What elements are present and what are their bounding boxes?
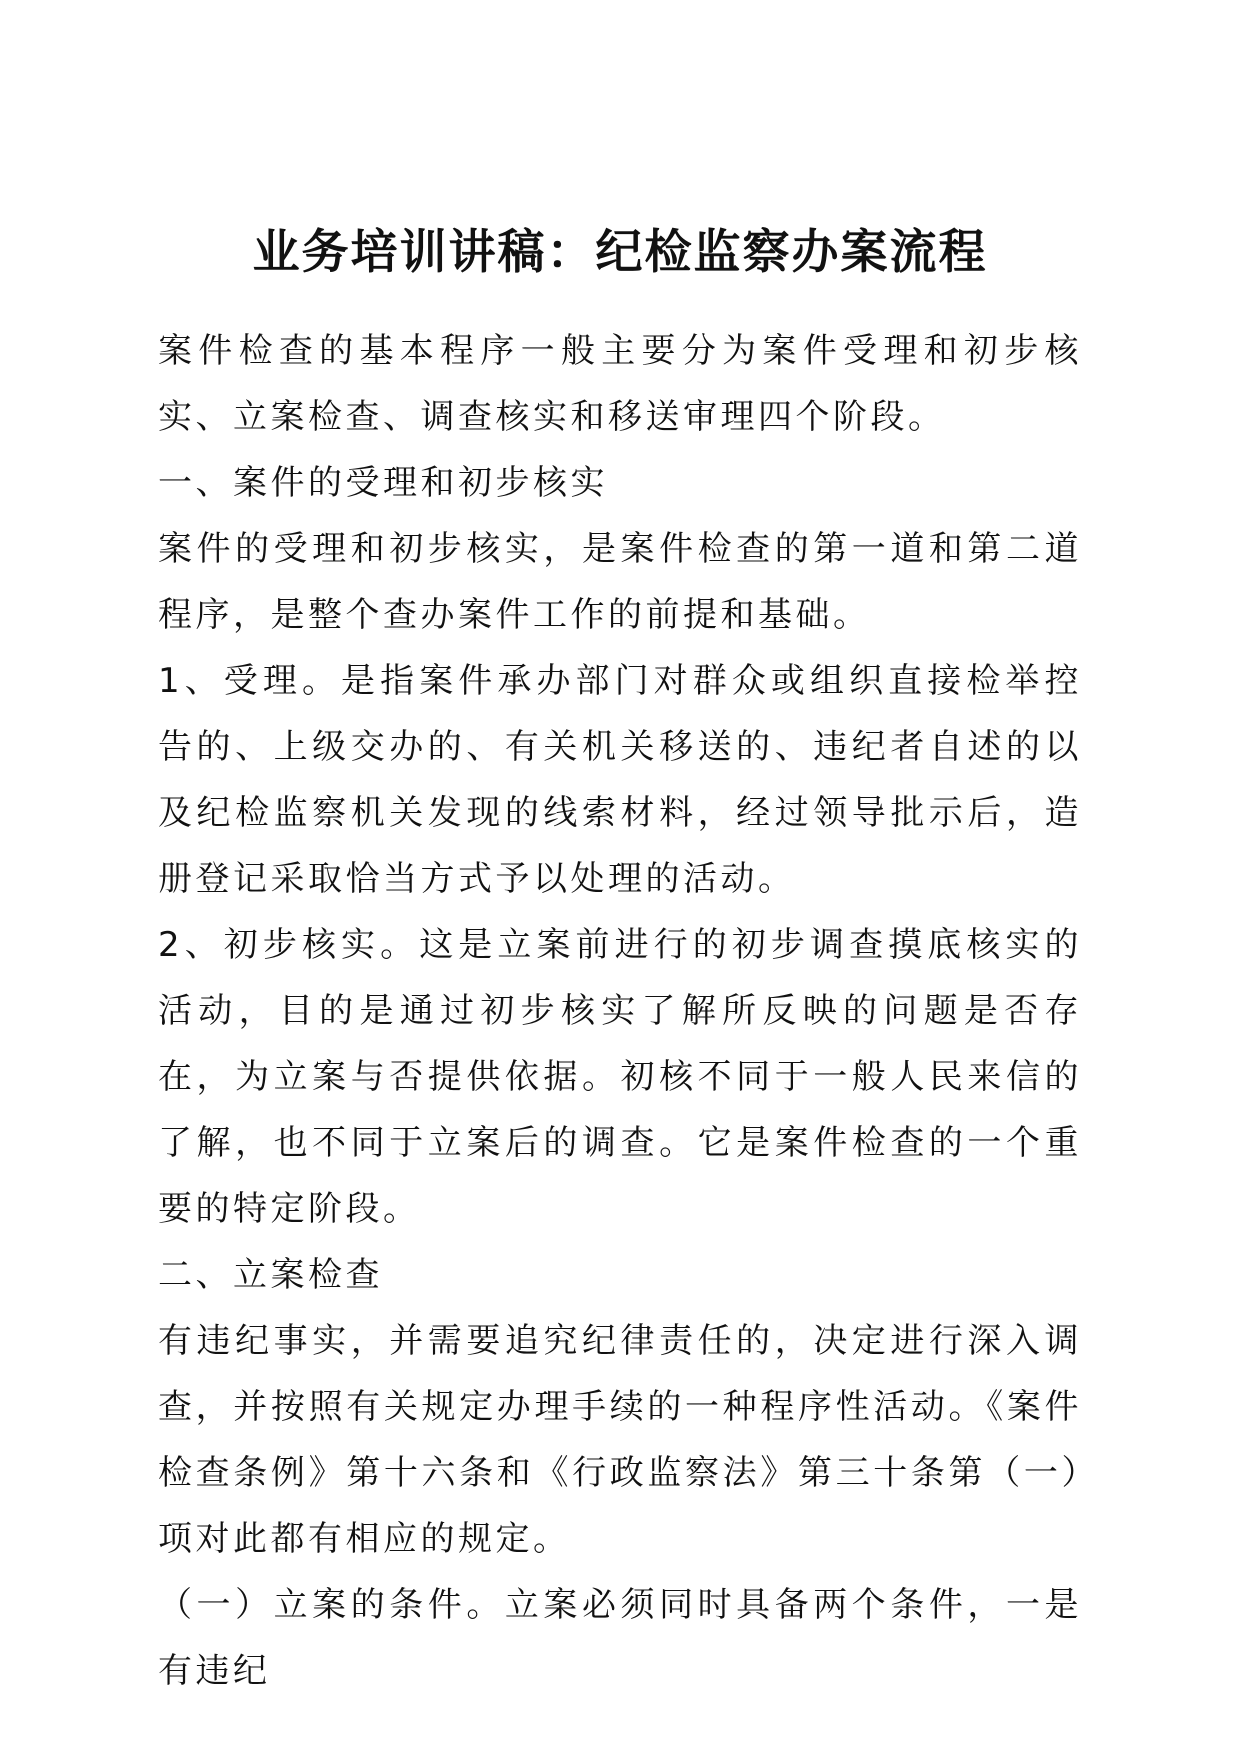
subsection-1-paragraph: （一）立案的条件。立案必须同时具备两个条件，一是有违纪 bbox=[158, 1585, 1082, 1691]
document-body bbox=[158, 318, 1082, 1704]
section-1-paragraph: 案件的受理和初步核实，是案件检查的第一道和第二道程序，是整个查办案件工作的前提和基础。 bbox=[158, 529, 1082, 635]
document-title: 业务培训讲稿：纪检监察办案流程 bbox=[252, 225, 988, 280]
section-heading-2: 二、立案检查 bbox=[158, 1255, 383, 1295]
item-2-paragraph: 2、初步核实。这是立案前进行的初步调查摸底核实的活动，目的是通过初步核实了解所反映的问题是否存在，为立案与否提供依据。初核不同于一般人民来信的了解，也不同于立案后的调查。它是案件检查的一个重要的特定阶段。 bbox=[158, 925, 1082, 1229]
section-2-paragraph: 有违纪事实，并需要追究纪律责任的，决定进行深入调查，并按照有关规定办理手续的一种程序性活动。《案件检查条例》第十六条和《行政监察法》第三十条第（一）项对此都有相应的规定。 bbox=[158, 1321, 1082, 1559]
section-heading-1: 一、案件的受理和初步核实 bbox=[158, 463, 608, 503]
intro-paragraph: 案件检查的基本程序一般主要分为案件受理和初步核实、立案检查、调查核实和移送审理四个阶段。 bbox=[158, 331, 1082, 437]
item-1-paragraph: 1、受理。是指案件承办部门对群众或组织直接检举控告的、上级交办的、有关机关移送的、违纪者自述的以及纪检监察机关发现的线索材料，经过领导批示后，造册登记采取恰当方式予以处理的活动。 bbox=[158, 661, 1082, 899]
